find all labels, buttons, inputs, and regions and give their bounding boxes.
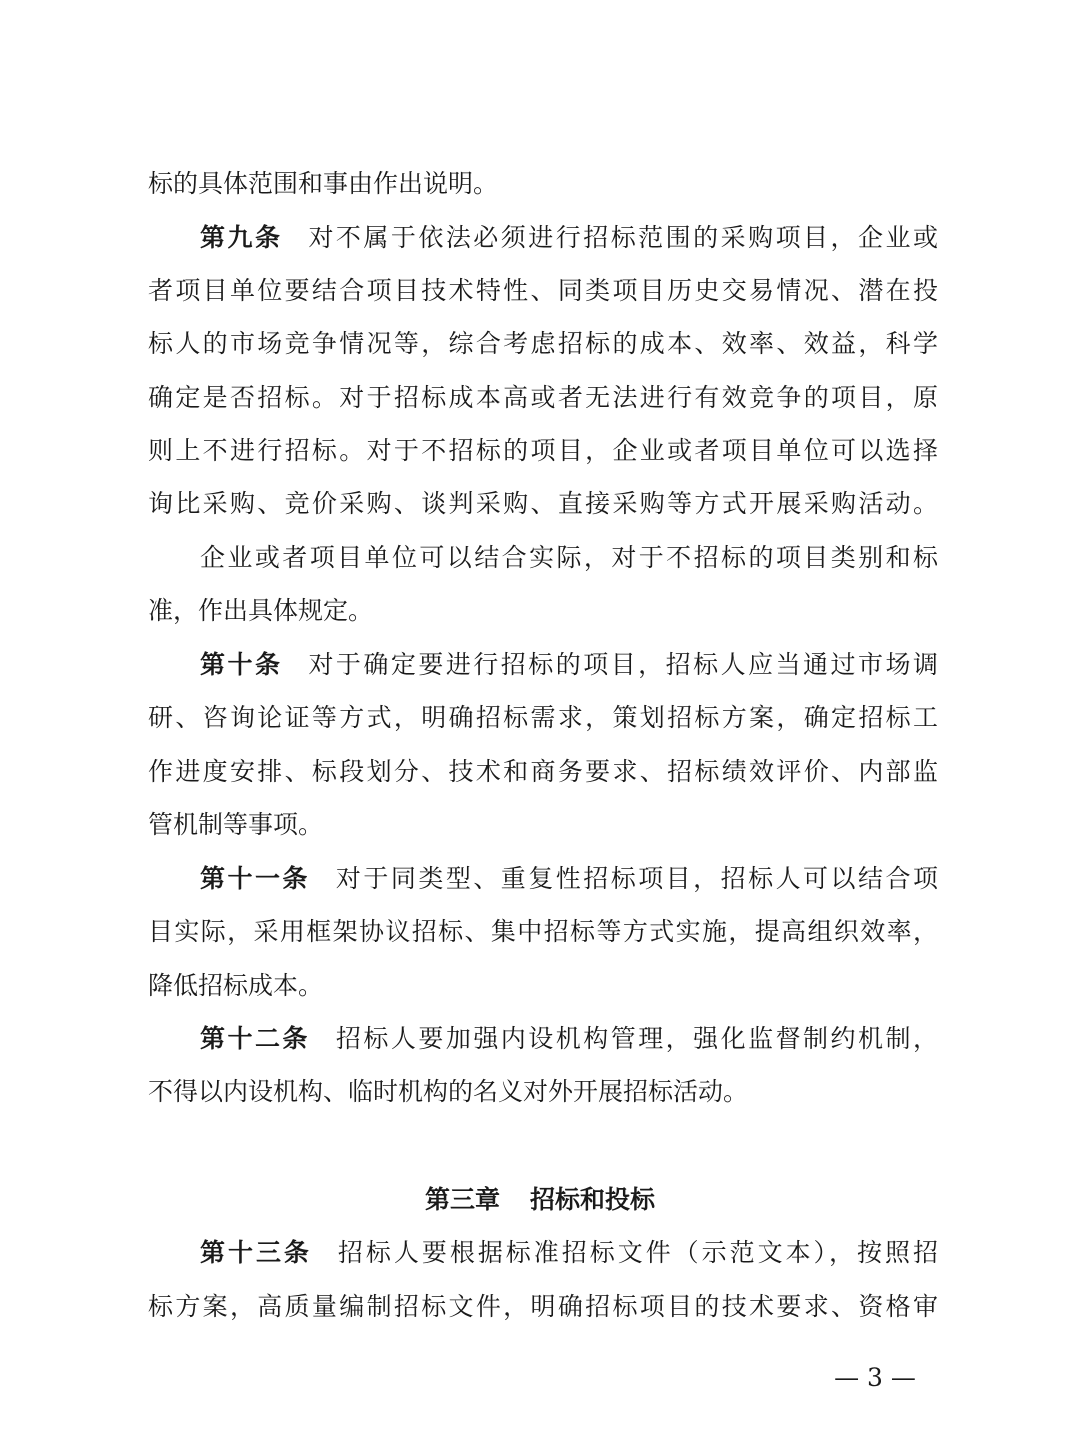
text-line: 标方案，高质量编制招标文件，明确招标项目的技术要求、资格审 bbox=[148, 1292, 938, 1321]
article-11-first-line bbox=[200, 861, 938, 897]
text-line: 则上不进行招标。对于不招标的项目，企业或者项目单位可以选择 bbox=[148, 436, 938, 465]
chapter-title: 招标和投标 bbox=[530, 1185, 656, 1214]
text-line: 降低招标成本。 bbox=[148, 971, 324, 1000]
text-line: 企业或者项目单位可以结合实际，对于不招标的项目类别和标 bbox=[200, 543, 938, 572]
text-line: 作进度安排、标段划分、技术和商务要求、招标绩效评价、内部监 bbox=[148, 757, 938, 786]
article-10-first-line bbox=[200, 647, 938, 683]
chapter-number: 第三章 bbox=[424, 1185, 500, 1214]
chapter-heading bbox=[0, 1182, 1080, 1218]
text-line: 管机制等事项。 bbox=[148, 810, 324, 839]
text-line: 对不属于依法必须进行招标范围的采购项目，企业或 bbox=[308, 223, 938, 252]
text-line: 招标人要加强内设机构管理，强化监督制约机制， bbox=[335, 1024, 938, 1053]
text-line: 目实际，采用框架协议招标、集中招标等方式实施，提高组织效率， bbox=[148, 917, 938, 946]
text-line: 对于确定要进行招标的项目，招标人应当通过市场调 bbox=[308, 650, 938, 679]
article-label: 第十三条 bbox=[200, 1238, 312, 1267]
text-line: 研、咨询论证等方式，明确招标需求，策划招标方案，确定招标工 bbox=[148, 703, 938, 732]
article-13-first-line bbox=[200, 1235, 938, 1271]
text-line: 询比采购、竞价采购、谈判采购、直接采购等方式开展采购活动。 bbox=[148, 489, 938, 518]
text-line: 招标人要根据标准招标文件（示范文本），按照招 bbox=[337, 1238, 938, 1267]
text-line: 者项目单位要结合项目技术特性、同类项目历史交易情况、潜在投 bbox=[148, 276, 938, 305]
text-line: 标的具体范围和事由作出说明。 bbox=[148, 169, 499, 198]
text-line: 不得以内设机构、临时机构的名义对外开展招标活动。 bbox=[148, 1077, 749, 1106]
page-number: — 3 — bbox=[834, 1363, 916, 1392]
article-label: 第九条 bbox=[200, 223, 283, 252]
text-line: 标人的市场竞争情况等，综合考虑招标的成本、效率、效益，科学 bbox=[148, 329, 938, 358]
article-12-first-line bbox=[200, 1021, 938, 1057]
article-label: 第十一条 bbox=[200, 864, 310, 893]
text-line: 对于同类型、重复性招标项目，招标人可以结合项 bbox=[335, 864, 938, 893]
article-9-first-line bbox=[200, 220, 938, 256]
text-line: 准，作出具体规定。 bbox=[148, 596, 374, 625]
article-label: 第十二条 bbox=[200, 1024, 310, 1053]
article-label: 第十条 bbox=[200, 650, 283, 679]
text-line: 确定是否招标。对于招标成本高或者无法进行有效竞争的项目，原 bbox=[148, 383, 938, 412]
